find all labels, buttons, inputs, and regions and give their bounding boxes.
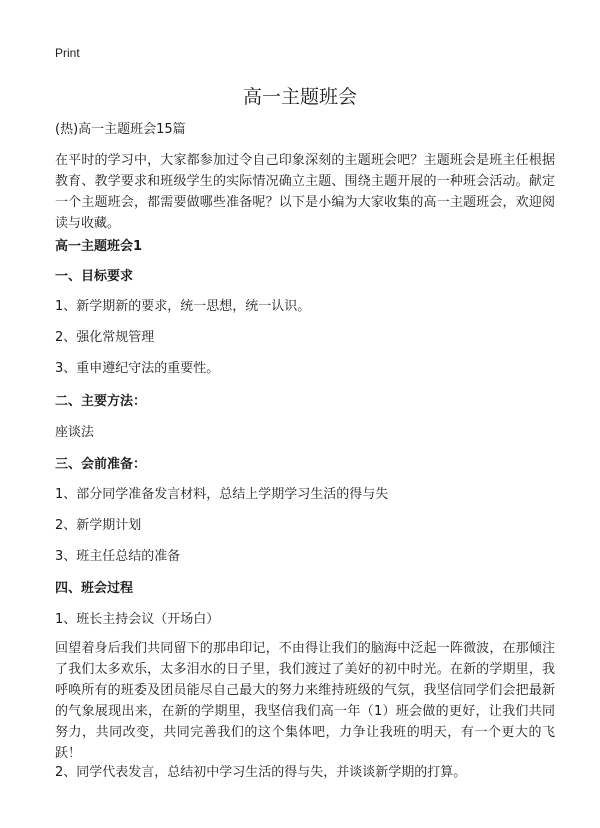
goal-item-3: 3、重申遵纪守法的重要性。: [55, 361, 220, 376]
goal-item-1: 1、新学期新的要求，统一思想，统一认识。: [55, 299, 311, 314]
heading-process: 四、班会过程: [55, 581, 134, 596]
print-link[interactable]: Print: [55, 46, 80, 60]
heading-methods: 二、主要方法：: [55, 394, 147, 409]
goal-item-2: 2、强化常规管理: [55, 330, 155, 345]
document-subtitle: (热)高一主题班会15篇: [55, 122, 186, 137]
intro-paragraph: 在平时的学习中，大家都参加过令自己印象深刻的主题班会吧？主题班会是班主任根据教育、教学要求和班级学生的实际情况确立主题、围绕主题开展的一种班会活动。献定一个主题班会，都需要做哪些准备呢？以下是小编为大家收集的高一主题班会，欢迎阅读与收藏。: [55, 153, 555, 231]
heading-preparation: 三、会前准备：: [55, 457, 147, 472]
section-title: 高一主题班会1: [55, 239, 143, 254]
step-1-paragraph: 回望着身后我们共同留下的那串印记，不由得让我们的脑海中泛起一阵微波，在那倾注了我们太多欢乐，太多泪水的日子里，我们渡过了美好的初中时光。在新的学期里，我呼唤所有的班委及团员能尽自己最大的努力来维持班级的气氛，我坚信同学们会把最新的气象展现出来，在新的学期里，我坚信我们高一年（1）班会做的更好，让我们共同努力，共同改变，共同完善我们的这个集体吧，力争让我班的明天，有一个更大的飞跃！: [55, 641, 555, 761]
heading-goals: 一、目标要求: [55, 269, 134, 284]
prep-item-1: 1、部分同学准备发言材料，总结上学期学习生活的得与失: [55, 487, 389, 502]
method-text: 座谈法: [55, 425, 95, 440]
prep-item-2: 2、新学期计划: [55, 518, 142, 533]
document-title: 高一主题班会: [242, 86, 357, 108]
step-item-2: 2、同学代表发言，总结初中学习生活的得与失，并谈谈新学期的打算。: [55, 765, 467, 780]
step-item-1: 1、班长主持会议（开场白）: [55, 612, 220, 627]
prep-item-3: 3、班主任总结的准备: [55, 549, 181, 564]
